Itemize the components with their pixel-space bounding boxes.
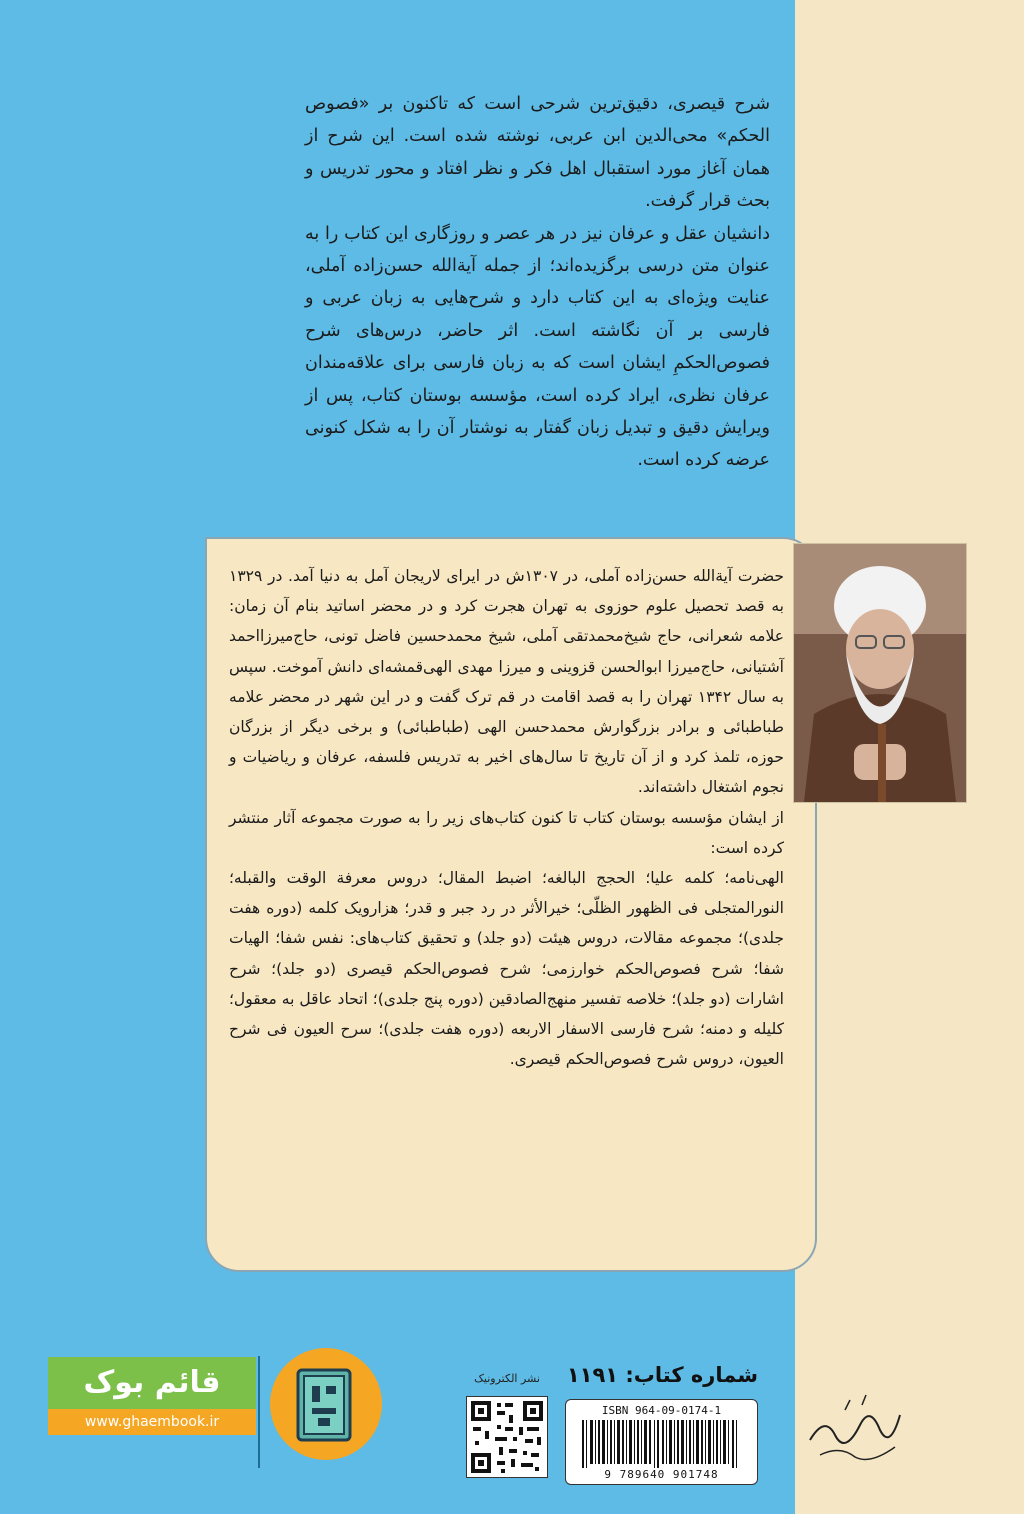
ghaembook-url[interactable]: www.ghaembook.ir bbox=[48, 1409, 256, 1435]
bio-box bbox=[205, 537, 817, 1272]
qr-pattern bbox=[467, 1397, 547, 1477]
bio-paragraph-3: الهی‌نامه؛ کلمه علیا؛ الحجج البالغه؛ اضبط المقال؛ دروس معرفة الوقت والقبله؛ النورالمتجلی فی الظهور الظلّی؛ خیرالأثر در رد جبر و قدر؛ هزارویک کلمه (دوره هفت جلدی)؛ مجموعه مقالات، دروس هیئت (دو جلد) و تحقیق کتاب‌های: نفس شفا؛ الهیات شفا؛ شرح فصوص‌الحکم خوارزمی؛ شرح فصوص‌الحکم قیصری (دو جلد)؛ شرح اشارات (دو جلد)؛ خلاصه تفسیر منهج‌الصادقین (دوره پنج جلدی)؛ اتحاد عاقل به معقول؛ کلیله و دمنه؛ شرح فارسی الاسفار الاربعه (دوره هفت جلدی)؛ سرح العیون فی شرح العیون، دروس شرح فصوص‌الحکم قیصری. bbox=[229, 869, 784, 1069]
intro-paragraph-1: شرح قیصری، دقیق‌ترین شرحی است که تاکنون بر «فصوص الحکم» محی‌الدین ابن عربی، نوشته شده است. این شرح از همان آغاز مورد استقبال اهل فکر و نظر افتاد و محور تدریس و بحث قرار گرفت. bbox=[305, 94, 770, 212]
logo-divider bbox=[258, 1356, 260, 1468]
author-portrait-illustration bbox=[794, 544, 966, 802]
bio-text bbox=[229, 561, 784, 1074]
qr-code bbox=[466, 1396, 548, 1478]
signature-drawing bbox=[800, 1385, 910, 1475]
book-number: شماره کتاب: ۱۱۹۱ bbox=[566, 1363, 758, 1387]
book-icon bbox=[268, 1346, 384, 1462]
intro-text bbox=[305, 88, 770, 477]
book-icon-art bbox=[268, 1346, 384, 1462]
isbn-text: ISBN 964-09-0174-1 bbox=[601, 1404, 722, 1417]
bio-paragraph-1: حضرت آیة‌الله حسن‌زاده آملی، در ۱۳۰۷ش در ایرای لاریجان آمل به دنیا آمد. در ۱۳۲۹ به قصد تحصیل علوم حوزوی به تهران هجرت کرد و در محضر اساتید بنام آن زمان: علامه شعرانی، حاج شیخ‌محمدتقی آملی، شیخ محمدحسین فاضل تونی، حاج‌میرزا‌احمد آشتیانی، حاج‌میرزا ابوالحسن قزوینی و میرزا مهدی الهی‌قمشه‌ای دانش آموخت. سپس به سال ۱۳۴۲ تهران را به قصد اقامت در قم ترک گفت و در این شهر در محضر علامه طباطبائی و برادر بزرگوارش محمدحسن الهی (طباطبائی) و برخی دیگر از بزرگان حوزه، تلمذ کرد و از آن تاریخ تا سال‌های اخیر به تدریس فلسفه، عرفان و ریاضیات و نجوم اشتغال داشته‌اند. bbox=[229, 567, 785, 797]
publisher-signature bbox=[800, 1385, 910, 1475]
ean-text: 9 789640 901748 bbox=[604, 1468, 719, 1481]
author-portrait bbox=[793, 543, 967, 803]
intro-paragraph-2: دانشیان عقل و عرفان نیز در هر عصر و روزگاری این کتاب را به عنوان متن درسی برگزیده‌اند؛ از جمله آیة‌الله حسن‌زاده آملی، عنایت ویژه‌ای به این کتاب دارد و شرح‌هایی به زبان عربی و فارسی بر آن نگاشته است. اثر حاضر، درس‌های شرح فصوص‌الحکمِ ایشان است که به زبان فارسی برای علاقه‌مندان عرفان نظری، ایراد کرده است، مؤسسه بوستان کتاب، پس از ویرایش دقیق و تبدیل زبان گفتار به نوشتار آن را به شکل کنونی عرضه کرده است. bbox=[305, 223, 770, 471]
bio-paragraph-2: از ایشان مؤسسه بوستان کتاب تا کنون کتاب‌های زیر را به صورت مجموعه آثار منتشر کرده است: bbox=[229, 808, 784, 857]
ghaembook-logo: قائم بوک bbox=[48, 1357, 256, 1409]
qr-label: نشر الکترونیک bbox=[474, 1372, 540, 1385]
barcode bbox=[565, 1399, 758, 1485]
